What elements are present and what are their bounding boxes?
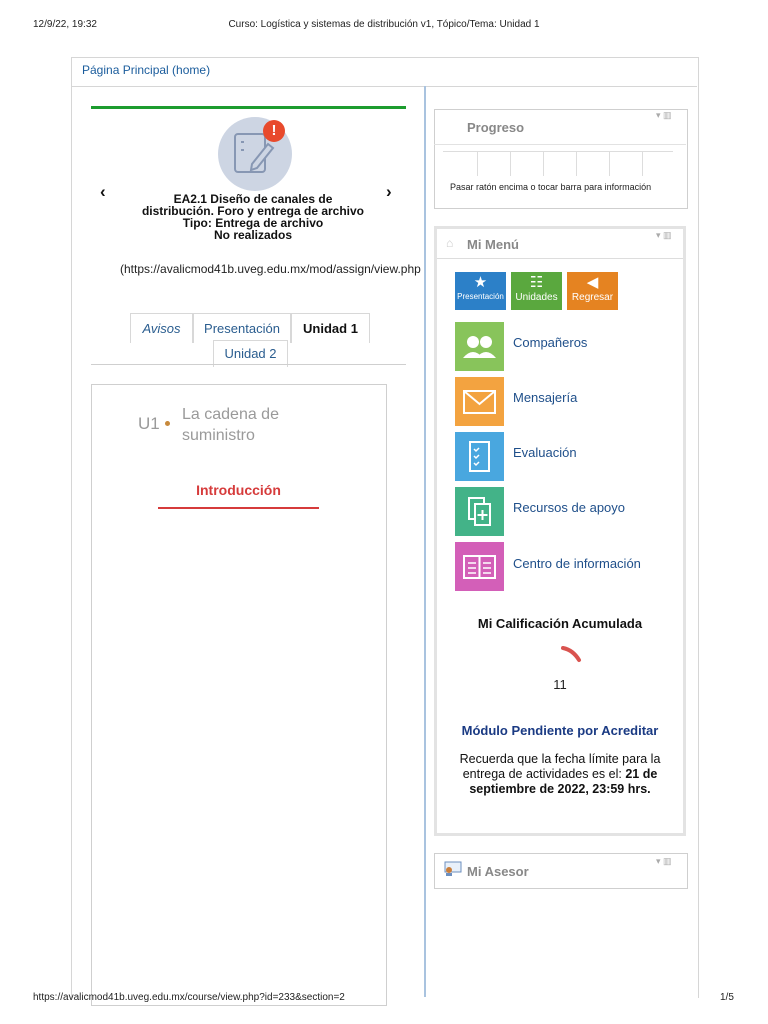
print-page-title: Curso: Logística y sistemas de distribución v1, Tópico/Tema: Unidad 1 [228, 19, 540, 30]
unit-code: U1 [138, 414, 160, 433]
home-icon: ⌂ [446, 236, 454, 250]
users-icon[interactable] [455, 322, 504, 371]
unit-content-panel [91, 384, 387, 1006]
activity-status-bar [91, 106, 406, 109]
block-header-divider [434, 144, 686, 145]
unidades-button[interactable] [511, 272, 562, 310]
progress-block-title: Progreso [467, 120, 525, 135]
menu-item-recursos[interactable]: Recursos de apoyo [513, 500, 626, 515]
tab-unidad-1[interactable]: Unidad 1 [291, 313, 370, 343]
presentacion-label: Presentación [457, 292, 504, 301]
pending-module-text [447, 752, 673, 797]
pending-module-title: Módulo Pendiente por Acreditar [461, 723, 659, 738]
column-divider [424, 86, 426, 997]
tab-avisos[interactable]: Avisos [130, 313, 193, 343]
book-icon[interactable] [455, 542, 504, 591]
progress-bar-segment[interactable] [576, 152, 577, 176]
progress-hint: Pasar ratón encima o tocar barra para información [450, 182, 652, 192]
unit-title-line: La cadena de [182, 406, 279, 423]
activity-type: Tipo: Entrega de archivo [182, 216, 324, 230]
unidades-label: Unidades [515, 292, 558, 303]
checklist-icon[interactable] [455, 432, 504, 481]
advisor-title: Mi Asesor [467, 864, 529, 879]
menu-item-companeros[interactable]: Compañeros [513, 335, 588, 350]
print-url: https://avalicmod41b.uveg.edu.mx/course/view.php?id=233&section=2 [33, 992, 345, 1003]
pending-text-a: Recuerda que la fecha límite para la entrega de actividades es el: [459, 752, 661, 781]
pending-deadline: 21 de septiembre de 2022, 23:59 hrs. [469, 767, 658, 796]
activity-title-line: EA2.1 Diseño de canales de [173, 192, 333, 206]
progress-bar-segment[interactable] [642, 152, 643, 176]
progress-bar-segment[interactable] [543, 152, 544, 176]
activity-title-line: distribución. Foro y entrega de archivo [141, 204, 365, 218]
tabs-baseline [91, 364, 406, 365]
breadcrumb-home-link[interactable]: Página Principal (home) [82, 63, 211, 77]
star-icon: ★ [473, 274, 488, 291]
grade-gauge-icon [543, 640, 583, 669]
next-activity-button[interactable]: › [386, 182, 392, 201]
block-collapse-icon[interactable]: ▾ ▥ [656, 230, 672, 240]
advisor-icon [444, 861, 462, 882]
activity-url-link[interactable]: (https://avalicmod41b.uveg.edu.mx/mod/assign/view.php [120, 262, 421, 276]
unit-title-line: suministro [182, 427, 255, 444]
alert-badge-icon: ! [263, 120, 285, 142]
unit-title [182, 404, 279, 446]
envelope-icon[interactable] [455, 377, 504, 426]
progress-bar-segment[interactable] [477, 152, 478, 176]
block-collapse-icon[interactable]: ▾ ▥ [656, 856, 672, 866]
block-header-divider [437, 258, 683, 259]
progress-bar-segment[interactable] [609, 152, 610, 176]
grade-title: Mi Calificación Acumulada [477, 616, 643, 631]
intro-underline [158, 507, 319, 509]
list-icon: ☷ [529, 274, 544, 291]
block-collapse-icon[interactable]: ▾ ▥ [656, 110, 672, 120]
activity-title[interactable] [120, 193, 386, 241]
intro-tab[interactable]: Introducción [196, 482, 281, 498]
print-page-number: 1/5 [720, 992, 734, 1003]
progress-bar-segment[interactable] [510, 152, 511, 176]
print-date: 12/9/22, 19:32 [33, 19, 97, 30]
regresar-button[interactable] [567, 272, 618, 310]
my-menu-title: Mi Menú [467, 237, 519, 252]
grade-value: 11 [553, 677, 567, 692]
regresar-label: Regresar [571, 292, 614, 303]
activity-status: No realizados [213, 228, 293, 242]
tab-unidad-2[interactable]: Unidad 2 [213, 340, 288, 367]
menu-item-evaluacion[interactable]: Evaluación [513, 445, 577, 460]
unit-dot-icon [165, 421, 170, 426]
prev-activity-button[interactable]: ‹ [100, 182, 106, 201]
back-arrow-icon: ◀ [586, 274, 599, 291]
menu-item-mensajeria[interactable]: Mensajería [513, 390, 578, 405]
tab-presentacion[interactable]: Presentación [193, 313, 291, 343]
menu-item-centro-informacion[interactable]: Centro de información [513, 556, 641, 571]
presentacion-button[interactable] [455, 272, 506, 310]
documents-icon[interactable] [455, 487, 504, 536]
